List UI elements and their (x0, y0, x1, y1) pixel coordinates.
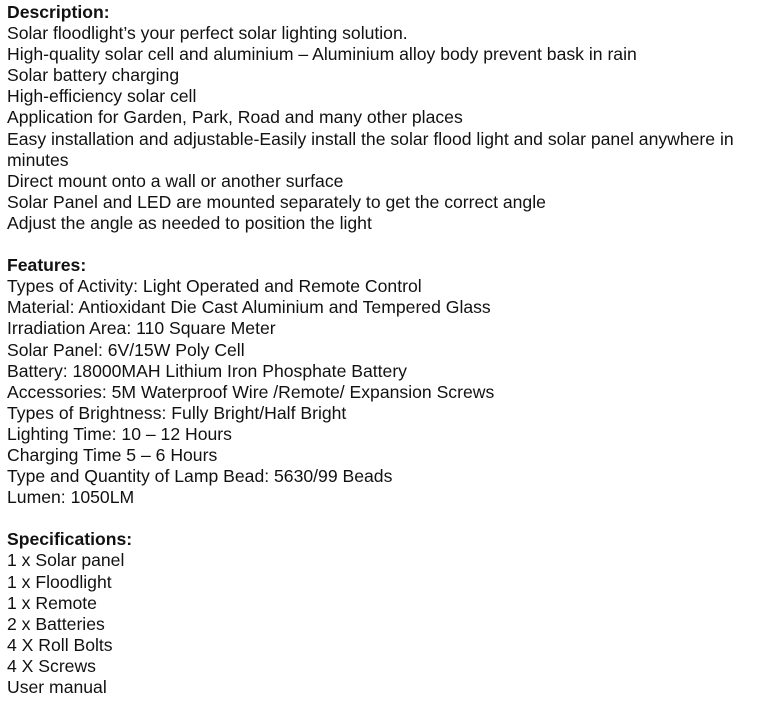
specification-line: 4 X Screws (7, 655, 96, 676)
description-line: Adjust the angle as needed to position the light (7, 212, 372, 233)
description-line: Solar Panel and LED are mounted separately to get the correct angle (7, 191, 546, 212)
specifications-heading: Specifications: (7, 529, 133, 550)
description-section (7, 2, 769, 234)
specifications-section (7, 529, 769, 698)
description-line: Easy installation and adjustable-Easily install the solar flood light and solar panel anywhere in minutes (7, 128, 739, 170)
feature-line: Accessories: 5M Waterproof Wire /Remote/ Expansion Screws (7, 381, 495, 402)
description-line: Solar battery charging (7, 65, 180, 86)
features-section (7, 255, 769, 508)
specification-line: 1 x Floodlight (7, 571, 112, 592)
description-line: Solar floodlight’s your perfect solar lighting solution. (7, 23, 408, 44)
description-line: Direct mount onto a wall or another surface (7, 170, 344, 191)
description-heading: Description: (7, 2, 110, 22)
specification-line: 2 x Batteries (7, 613, 105, 634)
feature-line: Charging Time 5 – 6 Hours (7, 444, 218, 465)
feature-line: Irradiation Area: 110 Square Meter (7, 318, 276, 339)
description-line: High-quality solar cell and aluminium – Aluminium alloy body prevent bask in rain (7, 44, 637, 65)
section-spacer (7, 234, 769, 255)
section-spacer (7, 508, 769, 529)
specification-line: 1 x Solar panel (7, 550, 125, 571)
features-heading: Features: (7, 255, 87, 276)
feature-line: Lighting Time: 10 – 12 Hours (7, 423, 232, 444)
specification-line: 4 X Roll Bolts (7, 634, 113, 655)
specifications-list (7, 550, 769, 698)
feature-line: Types of Activity: Light Operated and Remote Control (7, 276, 422, 297)
feature-line: Battery: 18000MAH Lithium Iron Phosphate Battery (7, 360, 407, 381)
feature-line: Types of Brightness: Fully Bright/Half Bright (7, 402, 347, 423)
features-list (7, 276, 769, 508)
feature-line: Material: Antioxidant Die Cast Aluminium and Tempered Glass (7, 297, 491, 318)
product-document (7, 2, 769, 698)
description-line: Application for Garden, Park, Road and many other places (7, 107, 463, 128)
feature-line: Solar Panel: 6V/15W Poly Cell (7, 339, 245, 360)
specification-line: 1 x Remote (7, 592, 97, 613)
feature-line: Type and Quantity of Lamp Bead: 5630/99 Beads (7, 466, 393, 487)
description-list (7, 23, 769, 234)
feature-line: Lumen: 1050LM (7, 487, 135, 508)
description-line: High-efficiency solar cell (7, 86, 197, 107)
specification-line: User manual (7, 677, 107, 697)
